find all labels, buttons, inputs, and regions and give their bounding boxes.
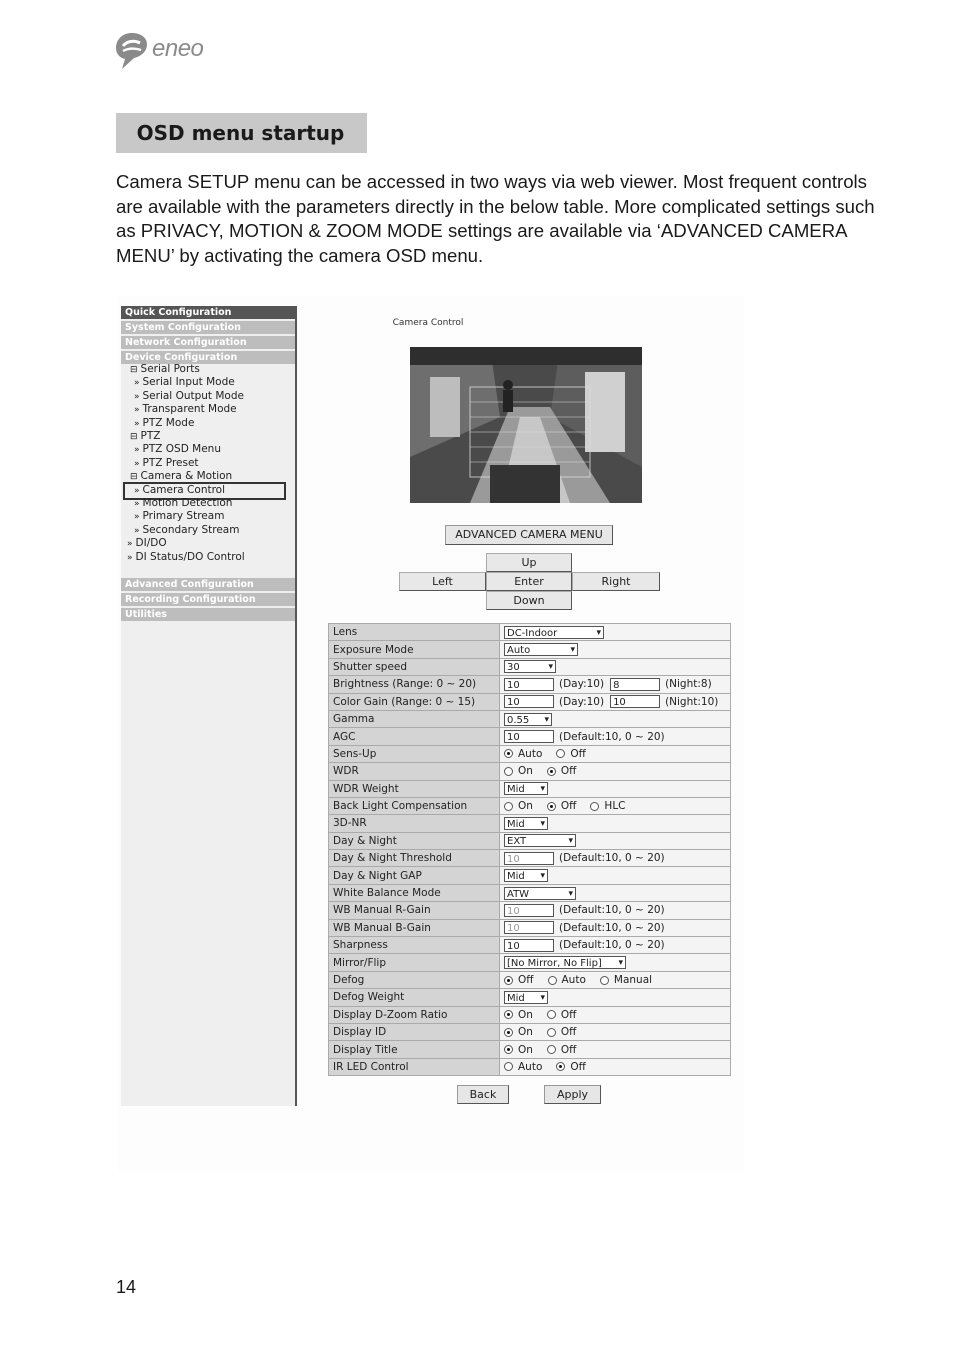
setting-value bbox=[500, 954, 731, 971]
collapse-icon: ⊟ bbox=[130, 472, 138, 483]
ptz-left-button[interactable]: Left bbox=[399, 572, 486, 591]
setting-label: Exposure Mode bbox=[329, 641, 500, 658]
setting-value bbox=[500, 815, 731, 832]
sidebar-item-label: Serial Output Mode bbox=[142, 389, 244, 402]
settings-row bbox=[329, 763, 731, 780]
sidebar-item[interactable] bbox=[127, 551, 245, 565]
setting-note: (Default:10, 0 ~ 20) bbox=[559, 852, 665, 865]
chevron-right-icon: » bbox=[134, 512, 140, 523]
radio-label: Off bbox=[560, 800, 577, 813]
settings-row bbox=[329, 676, 731, 693]
sidebar-item-label: Primary Stream bbox=[142, 510, 225, 523]
setting-value bbox=[500, 902, 731, 919]
setting-select-value: 30 bbox=[507, 662, 520, 674]
setting-label: Display Title bbox=[329, 1041, 500, 1058]
sidebar-item-label: PTZ Preset bbox=[142, 456, 199, 469]
setting-value bbox=[500, 1023, 731, 1040]
setting-value bbox=[500, 676, 731, 693]
chevron-down-icon: ▾ bbox=[596, 627, 601, 638]
ptz-right-button[interactable]: Right bbox=[572, 572, 660, 591]
sidebar-item[interactable] bbox=[134, 457, 199, 471]
chevron-down-icon: ▾ bbox=[540, 784, 545, 795]
camera-control-title: Camera Control bbox=[392, 318, 464, 328]
sidebar-item[interactable] bbox=[134, 497, 232, 511]
settings-row bbox=[329, 624, 731, 641]
setting-value bbox=[500, 710, 731, 727]
settings-row bbox=[329, 919, 731, 936]
sidebar-header[interactable]: Utilities bbox=[121, 608, 295, 621]
radio-button[interactable] bbox=[504, 1062, 513, 1071]
collapse-icon: ⊟ bbox=[130, 365, 138, 375]
radio-button[interactable] bbox=[504, 767, 513, 776]
chevron-down-icon: ▾ bbox=[544, 714, 549, 725]
sidebar-header[interactable]: System Configuration bbox=[121, 321, 295, 334]
setting-value bbox=[500, 763, 731, 780]
setting-label: Mirror/Flip bbox=[329, 954, 500, 971]
ptz-enter-button[interactable]: Enter bbox=[486, 572, 572, 591]
setting-select[interactable] bbox=[504, 834, 576, 847]
setting-label: Day & Night GAP bbox=[329, 867, 500, 884]
chevron-right-icon: » bbox=[134, 445, 140, 456]
settings-row bbox=[329, 1006, 731, 1023]
settings-row bbox=[329, 710, 731, 727]
setting-label: White Balance Mode bbox=[329, 884, 500, 901]
setting-select-value: Mid bbox=[507, 871, 525, 883]
setting-value bbox=[500, 832, 731, 849]
setting-input[interactable]: 10 bbox=[504, 730, 554, 743]
radio-label: Off bbox=[560, 1043, 577, 1056]
settings-row bbox=[329, 797, 731, 814]
sidebar-item-label: Serial Input Mode bbox=[142, 376, 235, 389]
radio-button[interactable] bbox=[504, 1045, 513, 1054]
intro-paragraph: Camera SETUP menu can be accessed in two ways via web viewer. Most frequent controls are available with the parameters directly in the below table. More complicated settings such as PRIVACY, MOTION & ZOOM MODE settings are available via ‘ADVANCED CAMERA MENU’ by activating the camera OSD menu. bbox=[116, 171, 875, 267]
setting-select-value: Auto bbox=[507, 645, 531, 657]
sidebar-header[interactable]: Network Configuration bbox=[121, 336, 295, 349]
setting-value bbox=[500, 867, 731, 884]
sidebar-header[interactable]: Device Configuration bbox=[121, 351, 295, 364]
setting-select-value: 0.55 bbox=[507, 714, 530, 726]
setting-label: Color Gain (Range: 0 ~ 15) bbox=[329, 693, 500, 710]
setting-label: Display ID bbox=[329, 1023, 500, 1040]
sidebar-item[interactable] bbox=[130, 470, 232, 484]
setting-note: (Default:10, 0 ~ 20) bbox=[559, 904, 665, 917]
setting-label: Gamma bbox=[329, 710, 500, 727]
radio-button[interactable] bbox=[548, 976, 557, 985]
radio-button[interactable] bbox=[547, 1028, 556, 1037]
setting-value bbox=[500, 1041, 731, 1058]
setting-input[interactable]: 10 bbox=[504, 678, 554, 691]
back-button[interactable]: Back bbox=[457, 1085, 509, 1104]
setting-input[interactable]: 10 bbox=[504, 939, 554, 952]
chevron-down-icon: ▾ bbox=[570, 645, 575, 656]
section-heading: OSD menu startup bbox=[116, 113, 367, 153]
chevron-right-icon: » bbox=[134, 525, 140, 536]
settings-row bbox=[329, 1058, 731, 1075]
settings-row bbox=[329, 902, 731, 919]
setting-label: 3D-NR bbox=[329, 815, 500, 832]
setting-night-note: (Night:10) bbox=[665, 695, 719, 708]
radio-button[interactable] bbox=[547, 1010, 556, 1019]
setting-value bbox=[500, 641, 731, 658]
setting-input[interactable]: 10 bbox=[504, 695, 554, 708]
setting-label: WB Manual B-Gain bbox=[329, 919, 500, 936]
setting-value bbox=[500, 745, 731, 762]
settings-row bbox=[329, 728, 731, 745]
settings-row bbox=[329, 780, 731, 797]
sidebar-item[interactable] bbox=[134, 390, 244, 404]
radio-button[interactable] bbox=[556, 1062, 565, 1071]
setting-label: Defog bbox=[329, 971, 500, 988]
sidebar-item-label: Transparent Mode bbox=[142, 403, 237, 416]
radio-button[interactable] bbox=[600, 976, 609, 985]
page-number: 14 bbox=[116, 1277, 137, 1297]
chevron-right-icon: » bbox=[134, 378, 140, 389]
sidebar-item[interactable] bbox=[134, 417, 194, 431]
settings-row bbox=[329, 745, 731, 762]
radio-label: Off bbox=[560, 1026, 577, 1039]
apply-button[interactable]: Apply bbox=[544, 1085, 601, 1104]
chevron-down-icon: ▾ bbox=[540, 992, 545, 1003]
setting-value bbox=[500, 971, 731, 988]
radio-button[interactable] bbox=[547, 767, 556, 776]
chevron-right-icon: » bbox=[134, 458, 140, 469]
ptz-up-button[interactable]: Up bbox=[486, 553, 572, 572]
radio-label: On bbox=[518, 1008, 533, 1021]
setting-label: Defog Weight bbox=[329, 989, 500, 1006]
setting-select[interactable] bbox=[504, 956, 626, 969]
setting-label: Sharpness bbox=[329, 937, 500, 954]
setting-label: Day & Night Threshold bbox=[329, 850, 500, 867]
setting-note: (Day:10) bbox=[559, 678, 605, 691]
radio-button[interactable] bbox=[547, 1045, 556, 1054]
radio-label: Off bbox=[570, 1060, 586, 1073]
sidebar-item-label: Motion Detection bbox=[142, 497, 233, 509]
setting-select[interactable] bbox=[504, 869, 548, 882]
chevron-down-icon: ▾ bbox=[568, 836, 573, 847]
chevron-down-icon: ▾ bbox=[540, 818, 545, 829]
setting-note: (Default:10, 0 ~ 20) bbox=[559, 730, 665, 743]
setting-value bbox=[500, 797, 731, 814]
setting-input[interactable]: 10 bbox=[504, 921, 554, 934]
sidebar bbox=[121, 306, 297, 1106]
settings-row bbox=[329, 971, 731, 988]
setting-value bbox=[500, 658, 731, 675]
radio-button[interactable] bbox=[547, 802, 556, 811]
setting-value bbox=[500, 728, 731, 745]
settings-row bbox=[329, 815, 731, 832]
chevron-right-icon: » bbox=[134, 418, 140, 429]
sidebar-item[interactable] bbox=[134, 524, 239, 538]
chevron-right-icon: » bbox=[134, 391, 140, 402]
setting-input[interactable]: 10 bbox=[504, 852, 554, 865]
setting-input[interactable]: 10 bbox=[504, 904, 554, 917]
radio-label: Auto bbox=[518, 747, 543, 760]
radio-button[interactable] bbox=[504, 802, 513, 811]
setting-value bbox=[500, 850, 731, 867]
sidebar-item[interactable] bbox=[134, 403, 237, 417]
setting-label: WDR bbox=[329, 763, 500, 780]
chevron-down-icon: ▾ bbox=[540, 871, 545, 882]
sidebar-item[interactable] bbox=[125, 484, 284, 498]
chevron-right-icon: » bbox=[134, 405, 140, 416]
setting-label: WB Manual R-Gain bbox=[329, 902, 500, 919]
sidebar-item-label: Camera Control bbox=[142, 483, 226, 496]
settings-row bbox=[329, 641, 731, 658]
sidebar-item[interactable] bbox=[127, 537, 167, 551]
setting-select[interactable] bbox=[504, 643, 578, 656]
web-viewer-screenshot bbox=[118, 296, 744, 1172]
setting-value bbox=[500, 693, 731, 710]
radio-label: Off bbox=[518, 974, 534, 986]
setting-label: Back Light Compensation bbox=[329, 797, 500, 814]
setting-select-value: [No Mirror, No Flip] bbox=[507, 958, 602, 970]
radio-label: Off bbox=[570, 747, 586, 760]
settings-row bbox=[329, 693, 731, 710]
setting-select[interactable] bbox=[504, 782, 548, 795]
sidebar-item-label: PTZ bbox=[140, 430, 161, 442]
chevron-right-icon: » bbox=[134, 485, 140, 496]
radio-label: On bbox=[518, 800, 533, 813]
setting-select[interactable] bbox=[504, 887, 576, 900]
chevron-down-icon: ▾ bbox=[548, 662, 553, 673]
setting-select[interactable] bbox=[504, 817, 548, 830]
radio-button[interactable] bbox=[504, 749, 513, 758]
eneo-logo bbox=[114, 31, 224, 71]
chevron-right-icon: » bbox=[127, 552, 133, 563]
sidebar-item[interactable] bbox=[134, 376, 235, 390]
radio-label: On bbox=[518, 765, 533, 778]
setting-label: AGC bbox=[329, 728, 500, 745]
setting-value bbox=[500, 989, 731, 1006]
settings-row bbox=[329, 937, 731, 954]
sidebar-item-label: Camera & Motion bbox=[140, 470, 233, 483]
setting-select[interactable] bbox=[504, 991, 548, 1004]
collapse-icon: ⊟ bbox=[130, 432, 138, 442]
setting-label: Day & Night bbox=[329, 832, 500, 849]
sidebar-item[interactable] bbox=[130, 430, 161, 444]
radio-label: Manual bbox=[613, 974, 653, 986]
setting-select-value: DC-Indoor bbox=[507, 627, 558, 639]
radio-label: On bbox=[518, 1043, 533, 1056]
chevron-down-icon: ▾ bbox=[568, 888, 573, 899]
setting-value bbox=[500, 884, 731, 901]
sidebar-item-label: Secondary Stream bbox=[142, 523, 240, 536]
radio-label: Off bbox=[560, 765, 577, 778]
chevron-right-icon: » bbox=[127, 539, 133, 550]
setting-note: (Default:10, 0 ~ 20) bbox=[559, 921, 665, 934]
radio-label: Off bbox=[560, 1008, 577, 1021]
setting-label: Brightness (Range: 0 ~ 20) bbox=[329, 676, 500, 693]
sidebar-item-label: DI/DO bbox=[135, 537, 167, 550]
setting-select-value: ATW bbox=[507, 888, 530, 900]
radio-label: Auto bbox=[518, 1060, 543, 1073]
setting-value bbox=[500, 624, 731, 641]
settings-row bbox=[329, 1041, 731, 1058]
advanced-camera-menu-button[interactable]: ADVANCED CAMERA MENU bbox=[445, 525, 613, 545]
setting-night-input[interactable]: 8 bbox=[610, 678, 660, 691]
radio-button[interactable] bbox=[504, 976, 513, 985]
setting-select[interactable] bbox=[504, 713, 552, 726]
settings-row bbox=[329, 989, 731, 1006]
setting-note: (Day:10) bbox=[559, 695, 605, 708]
settings-row bbox=[329, 850, 731, 867]
sidebar-item-label: PTZ Mode bbox=[142, 416, 195, 429]
ptz-down-button[interactable]: Down bbox=[486, 591, 572, 610]
setting-select[interactable] bbox=[504, 626, 604, 639]
setting-night-input[interactable]: 10 bbox=[610, 695, 660, 708]
setting-label: WDR Weight bbox=[329, 780, 500, 797]
radio-label: HLC bbox=[604, 800, 626, 813]
setting-select-value: EXT bbox=[507, 836, 527, 848]
sidebar-header[interactable]: Advanced Configuration bbox=[121, 578, 295, 591]
sidebar-item-label: PTZ OSD Menu bbox=[142, 443, 221, 456]
sidebar-item[interactable] bbox=[130, 363, 200, 377]
eneo-logo-mark-icon bbox=[114, 31, 150, 71]
settings-row bbox=[329, 658, 731, 675]
setting-label: Display D-Zoom Ratio bbox=[329, 1006, 500, 1023]
camera-settings-table bbox=[328, 623, 731, 1076]
sidebar-header[interactable]: Quick Configuration bbox=[121, 306, 295, 319]
setting-select-value: Mid bbox=[507, 818, 525, 830]
settings-row bbox=[329, 954, 731, 971]
sidebar-item[interactable] bbox=[134, 510, 224, 524]
live-video-preview bbox=[410, 347, 642, 503]
radio-label: On bbox=[518, 1026, 533, 1039]
setting-label: Shutter speed bbox=[329, 658, 500, 675]
settings-row bbox=[329, 867, 731, 884]
setting-value bbox=[500, 780, 731, 797]
setting-night-note: (Night:8) bbox=[665, 678, 712, 691]
settings-row bbox=[329, 884, 731, 901]
sidebar-header[interactable]: Recording Configuration bbox=[121, 593, 295, 606]
sidebar-item-label: Serial Ports bbox=[140, 363, 200, 375]
eneo-logo-text: eneo bbox=[152, 35, 204, 62]
setting-note: (Default:10, 0 ~ 20) bbox=[559, 939, 665, 952]
sidebar-item[interactable] bbox=[134, 443, 221, 457]
setting-select-value: Mid bbox=[507, 784, 525, 796]
radio-label: Auto bbox=[561, 974, 586, 986]
setting-label: Lens bbox=[329, 624, 500, 641]
chevron-down-icon: ▾ bbox=[618, 958, 623, 969]
setting-value bbox=[500, 919, 731, 936]
sidebar-item-label: DI Status/DO Control bbox=[135, 550, 245, 563]
setting-select[interactable] bbox=[504, 660, 556, 673]
setting-value bbox=[500, 937, 731, 954]
radio-button[interactable] bbox=[556, 749, 565, 758]
video-frame-image bbox=[410, 347, 642, 503]
chevron-right-icon: » bbox=[134, 499, 140, 509]
settings-row bbox=[329, 832, 731, 849]
radio-button[interactable] bbox=[504, 1028, 513, 1037]
setting-select-value: Mid bbox=[507, 992, 525, 1004]
settings-row bbox=[329, 1023, 731, 1040]
radio-button[interactable] bbox=[590, 802, 599, 811]
setting-value bbox=[500, 1058, 731, 1075]
radio-button[interactable] bbox=[504, 1010, 513, 1019]
setting-label: IR LED Control bbox=[329, 1058, 500, 1075]
setting-value bbox=[500, 1006, 731, 1023]
setting-label: Sens-Up bbox=[329, 745, 500, 762]
